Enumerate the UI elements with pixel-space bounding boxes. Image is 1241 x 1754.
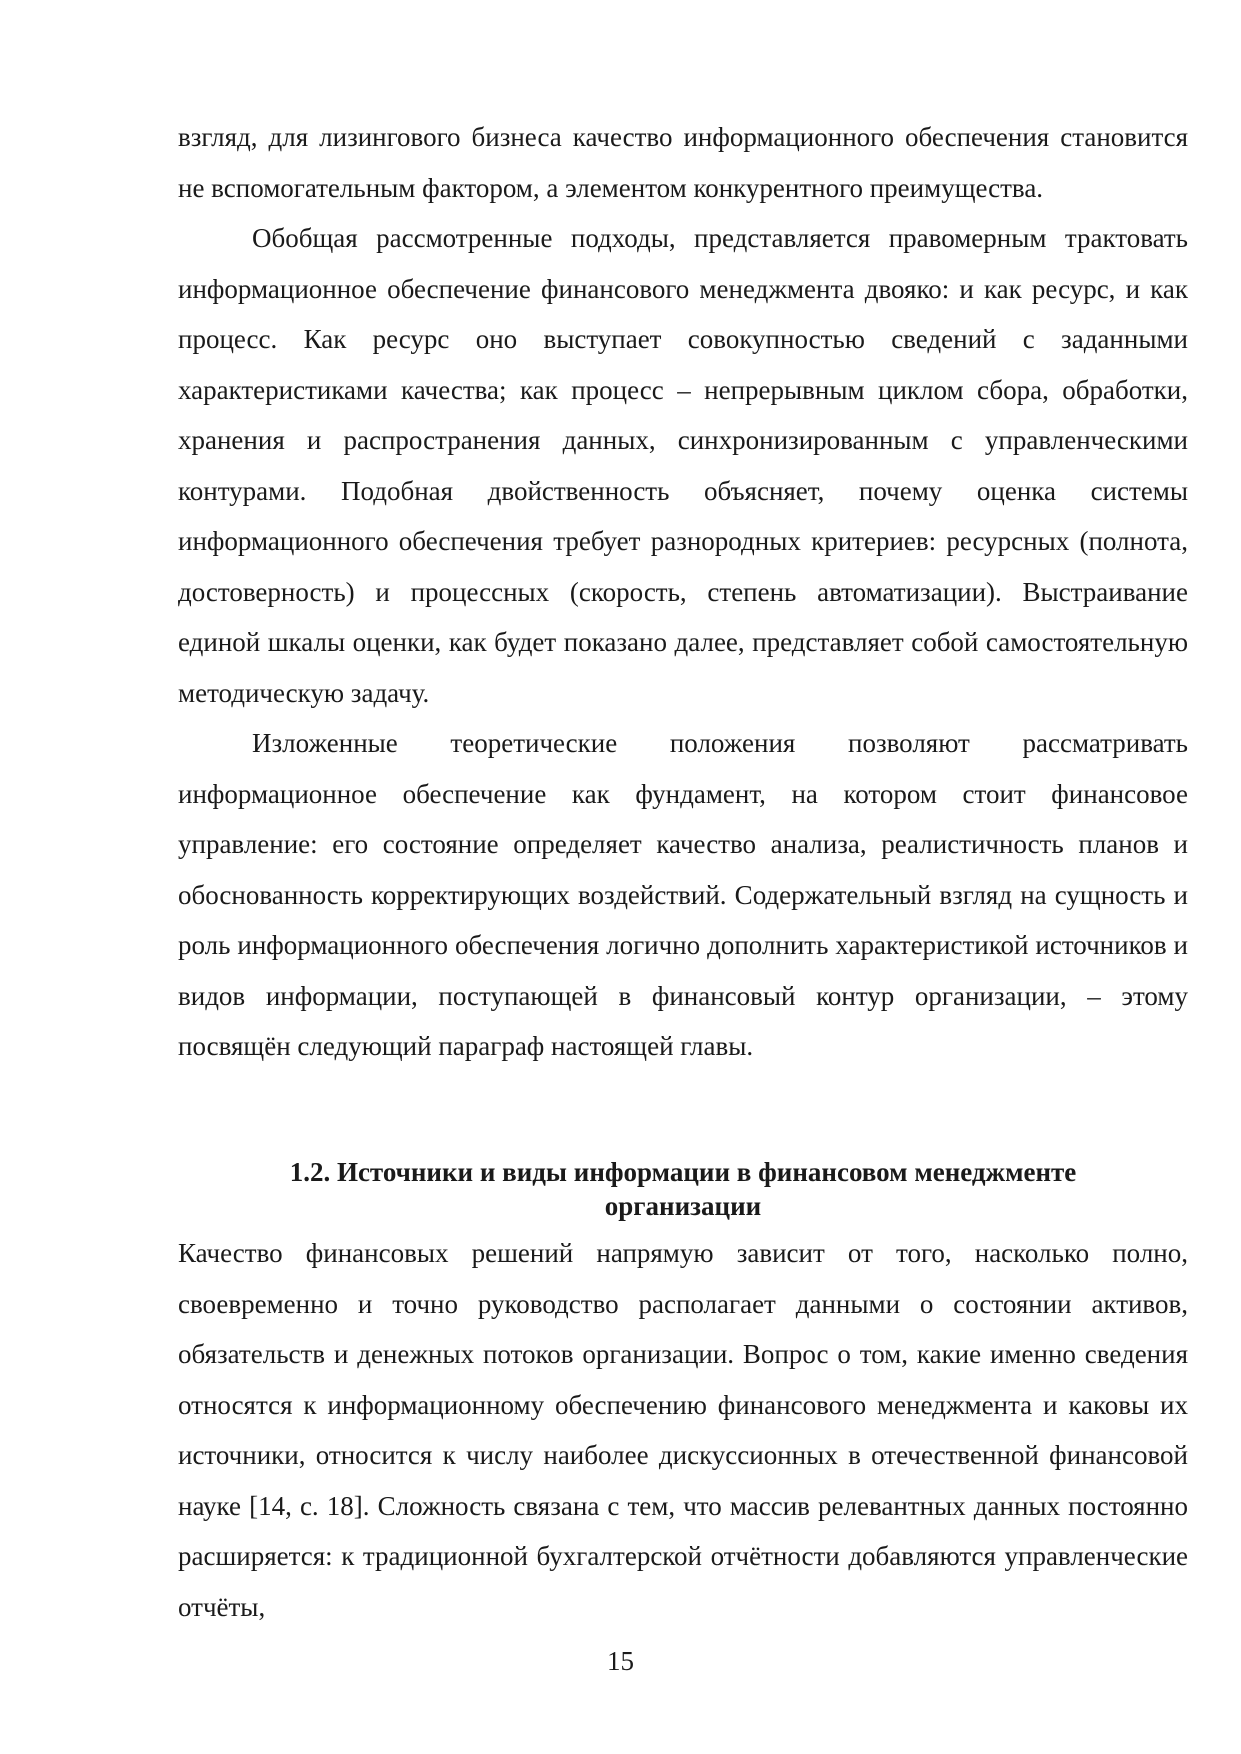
- section-heading-line-2: организации: [604, 1191, 762, 1221]
- paragraph-theoretical-conclusion: Изложенные теоретические положения позволяют рассматривать информационное обеспечение как фундамент, на котором стоит финансовое управление: его состояние определяет качество анализа, реалистичность планов и обоснованность корректирующих воздействий. Содержательный взгляд на сущность и роль информационного обеспечения логично дополнить характеристикой источников и видов информации, поступающей в финансовый контур организации, – этому посвящён следующий параграф настоящей главы.: [178, 728, 1188, 1061]
- page-number: 15: [607, 1646, 634, 1676]
- paragraph-continuation: взгляд, для лизингового бизнеса качество информационного обеспечения становится не вспомогательным фактором, а элементом конкурентного преимущества.: [178, 122, 1188, 203]
- paragraph-section-intro: Качество финансовых решений напрямую зависит от того, насколько полно, своевременно и точно руководство располагает данными о состоянии активов, обязательств и денежных потоков организации. Вопрос о том, какие именно сведения относятся к информационному обеспечению финансового менеджмента и каковы их источники, относится к числу наиболее дискуссионных в отечественной финансовой науке [14, с. 18]. Сложность связана с тем, что массив релевантных данных постоянно расширяется: к традиционной бухгалтерской отчётности добавляются управленческие отчёты,: [178, 1238, 1188, 1622]
- section-heading: [178, 1155, 1188, 1223]
- section-heading-line-1: 1.2. Источники и виды информации в финансовом менеджменте: [289, 1157, 1077, 1187]
- body-text-top: [178, 112, 1188, 1072]
- body-text-bottom: [178, 1228, 1188, 1632]
- paragraph-summary-approaches: Обобщая рассмотренные подходы, представляется правомерным трактовать информационное обеспечение финансового менеджмента двояко: и как ресурс, и как процесс. Как ресурс оно выступает совокупностью сведений с заданными характеристиками качества; как процесс – непрерывным циклом сбора, обработки, хранения и распространения данных, синхронизированным с управленческими контурами. Подобная двойственность объясняет, почему оценка системы информационного обеспечения требует разнородных критериев: ресурсных (полнота, достоверность) и процессных (скорость, степень автоматизации). Выстраивание единой шкалы оценки, как будет показано далее, представляет собой самостоятельную методическую задачу.: [178, 223, 1188, 708]
